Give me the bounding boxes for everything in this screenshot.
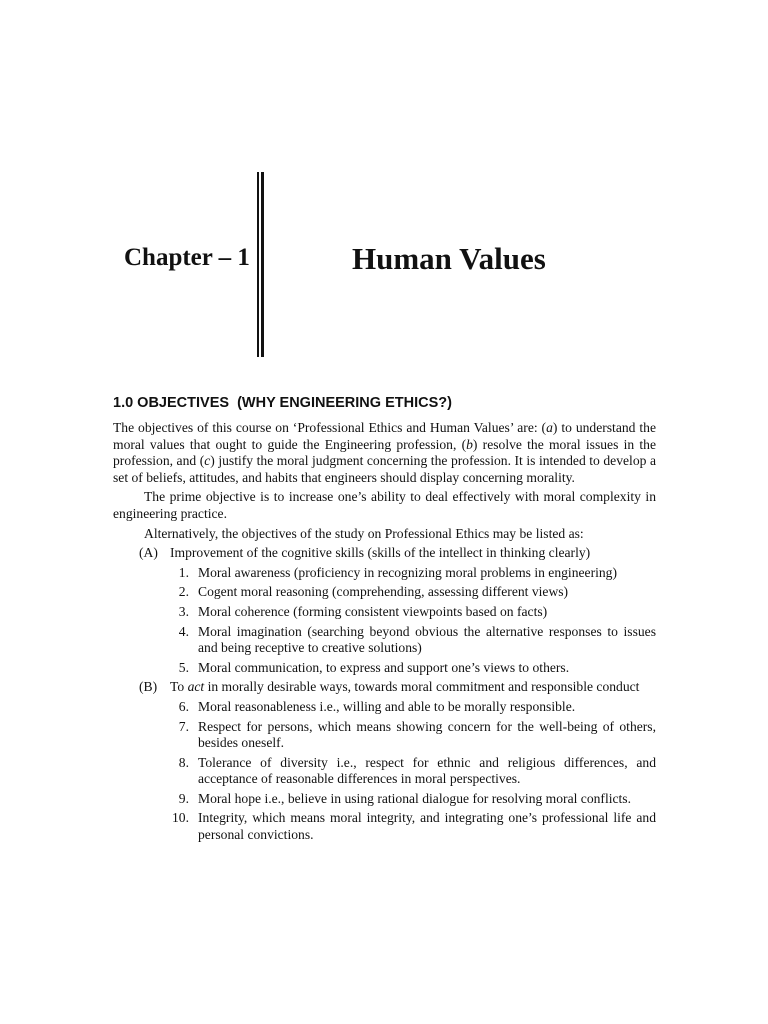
list-item (113, 699, 656, 716)
paragraph-text: The objectives of this course on ‘Professional Ethics and Human Values’ are: ( (113, 420, 547, 435)
objective-group-a (113, 545, 656, 562)
item-text: Respect for persons, which means showing concern for the well-being of others, besides oneself. (198, 718, 656, 751)
item-number: 5. (178, 659, 189, 675)
paragraph-text: ) to understand the moral values that ought to guide the Engineering profession, ( (113, 420, 656, 452)
group-text: Improvement of the cognitive skills (skills of the intellect in thinking clearly) (170, 545, 591, 561)
item-number: 1. (178, 564, 189, 580)
item-text: Moral reasonableness i.e., willing and able to be morally responsible. (198, 698, 576, 714)
item-number: 4. (178, 623, 189, 639)
list-item (113, 810, 656, 843)
section-body (113, 420, 656, 844)
item-text: Moral coherence (forming consistent viewpoints based on facts) (198, 603, 548, 619)
list-item (113, 565, 656, 582)
item-number: 6. (178, 698, 189, 714)
paragraph-emphasis: a (546, 420, 553, 435)
item-text: Moral awareness (proficiency in recognizing moral problems in engineering) (198, 564, 617, 580)
chapter-divider-rule (261, 172, 264, 357)
item-text: Tolerance of diversity i.e., respect for ethnic and religious differences, and acceptance of reasonable differences in moral perspectives. (198, 754, 656, 787)
item-number: 7. (178, 718, 189, 734)
section-heading: 1.0 OBJECTIVES (WHY ENGINEERING ETHICS?) (113, 395, 452, 411)
list-intro-paragraph: Alternatively, the objectives of the study on Professional Ethics may be listed as: (144, 525, 584, 541)
chapter-label: Chapter – 1 (124, 244, 250, 271)
item-number: 2. (178, 584, 189, 600)
chapter-title: Human Values (352, 241, 546, 276)
prime-objective-paragraph: The prime objective is to increase one’s ability to deal effectively with moral complexity in engineering practice. (113, 489, 656, 521)
list-item (113, 755, 656, 788)
group-text-part: To (170, 679, 188, 695)
group-text-part: in morally desirable ways, towards moral commitment and responsible conduct (204, 679, 640, 695)
list-item (113, 624, 656, 657)
group-text-emphasis: act (187, 679, 205, 695)
item-number: 9. (178, 790, 189, 806)
item-text: Moral hope i.e., believe in using rational dialogue for resolving moral conflicts. (198, 790, 631, 806)
list-item (113, 660, 656, 677)
list-item (113, 791, 656, 808)
objective-group-b (113, 679, 656, 696)
item-number: 10. (172, 810, 189, 826)
item-text: Cogent moral reasoning (comprehending, assessing different views) (198, 584, 569, 600)
group-letter: (A) (139, 545, 158, 561)
item-number: 8. (178, 754, 189, 770)
item-text: Integrity, which means moral integrity, and integrating one’s professional life and personal convictions. (198, 810, 656, 843)
paragraph-text: ) resolve the moral issues in the profession, and ( (113, 436, 656, 469)
item-text: Moral communication, to express and support one’s views to others. (198, 659, 570, 675)
group-text (170, 679, 656, 696)
list-item (113, 604, 656, 621)
paragraph-emphasis: c (204, 453, 211, 469)
group-letter: (B) (139, 679, 158, 695)
item-number: 3. (178, 603, 189, 619)
list-item (113, 584, 656, 601)
item-text: Moral imagination (searching beyond obvious the alternative responses to issues and being receptive to creative solutions) (198, 623, 656, 656)
paragraph-text: ) justify the moral judgment concerning the profession. It is intended to develop a set of beliefs, attitudes, and habits that engineers should display concerning morality. (113, 453, 656, 485)
intro-paragraph (113, 420, 656, 486)
chapter-divider-rule (257, 172, 259, 357)
list-item (113, 719, 656, 752)
paragraph-emphasis: b (466, 436, 473, 452)
